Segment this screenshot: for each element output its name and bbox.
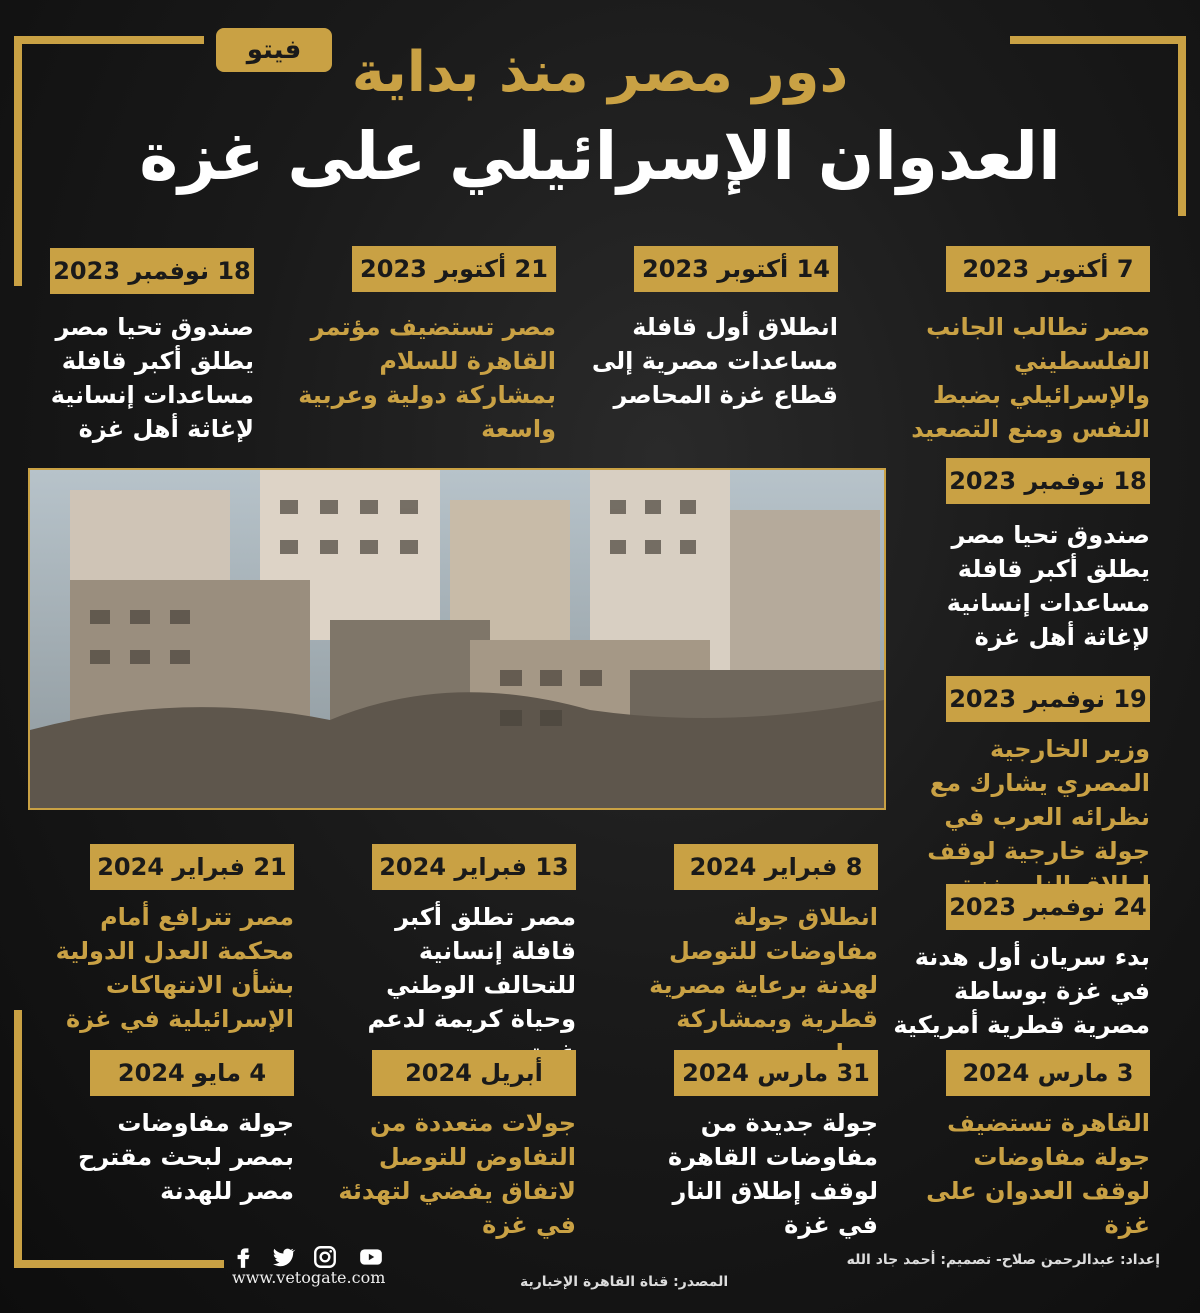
- event-text: مصر تطلق أكبر قافلة إنسانية للتحالف الوطني وحياة كريمة لدعم: [367, 903, 576, 1033]
- event-date: أبريل 2024: [372, 1050, 576, 1096]
- youtube-icon[interactable]: [358, 1244, 384, 1270]
- event-date: 3 مارس 2024: [946, 1050, 1150, 1096]
- twitter-icon[interactable]: [270, 1244, 296, 1270]
- event-text: وزير الخارجية المصري يشارك مع نظرائه العرب في جولة خارجية لوقف: [927, 735, 1150, 865]
- event-text: جولات متعددة من التفاوض للتوصل لاتفاق يفضي لتهدئة في غزة: [338, 1109, 576, 1239]
- event-text: بدء سريان أول هدنة في غزة بوساطة مصرية قطرية أمريكية: [893, 943, 1150, 1039]
- frame-left-bottom: [14, 1010, 22, 1268]
- event-text: صندوق تحيا مصر يطلق أكبر قافلة مساعدات إنسانية لإغاثة أهل غزة: [50, 313, 254, 443]
- event-date: 13 فبراير 2024: [372, 844, 576, 890]
- event-date: 7 أكتوبر 2023: [946, 246, 1150, 292]
- event-date: 4 مايو 2024: [90, 1050, 294, 1096]
- page-title-line2: العدوان الإسرائيلي على غزة: [139, 118, 1061, 195]
- frame-bottom-left: [14, 1260, 224, 1268]
- event-text: مصر تستضيف مؤتمر القاهرة للسلام بمشاركة دولية وعربية واسعة: [298, 313, 556, 443]
- website-link[interactable]: www.vetogate.com: [232, 1268, 386, 1287]
- event-text: انطلاق أول قافلة مساعدات مصرية إلى قطاع غزة المحاصر: [591, 313, 838, 409]
- event-text: القاهرة تستضيف جولة مفاوضات لوقف العدوان على غزة: [926, 1109, 1150, 1239]
- event-date: 18 نوفمبر 2023: [946, 458, 1150, 504]
- event-date: 8 فبراير 2024: [674, 844, 878, 890]
- event-text: صندوق تحيا مصر يطلق أكبر قافلة مساعدات إنسانية لإغاثة أهل غزة: [946, 521, 1150, 651]
- event-text: مصر تترافع أمام محكمة العدل الدولية بشأن الانتهاكات الإسرائيلية في غزة: [55, 903, 294, 1033]
- instagram-icon[interactable]: [312, 1244, 338, 1270]
- event-date: 19 نوفمبر 2023: [946, 676, 1150, 722]
- event-date: 18 نوفمبر 2023: [50, 248, 254, 294]
- event-date: 21 فبراير 2024: [90, 844, 294, 890]
- page-title-line1: دور مصر منذ بداية: [351, 40, 849, 105]
- destroyed-buildings-photo: [28, 468, 886, 810]
- event-date: 31 مارس 2024: [674, 1050, 878, 1096]
- vetogate-logo: فيتو: [216, 28, 332, 72]
- source-text: المصدر: قناة القاهرة الإخبارية: [520, 1274, 729, 1290]
- event-text: انطلاق جولة مفاوضات للتوصل لهدنة برعاية مصرية قطرية وبمشاركة: [649, 903, 878, 1033]
- facebook-icon[interactable]: [230, 1244, 256, 1270]
- event-date: 14 أكتوبر 2023: [634, 246, 838, 292]
- credits-text: إعداد: عبدالرحمن صلاح- تصميم: أحمد جاد الله: [846, 1252, 1160, 1268]
- event-date: 21 أكتوبر 2023: [352, 246, 556, 292]
- event-text: جولة جديدة من مفاوضات القاهرة لوقف إطلاق النار في غزة: [668, 1109, 878, 1239]
- event-text: جولة مفاوضات بمصر لبحث مقترح مصر للهدنة: [77, 1109, 294, 1205]
- event-date: 24 نوفمبر 2023: [946, 884, 1150, 930]
- event-text: مصر تطالب الجانب الفلسطيني والإسرائيلي بضبط النفس ومنع التصعيد: [911, 313, 1150, 443]
